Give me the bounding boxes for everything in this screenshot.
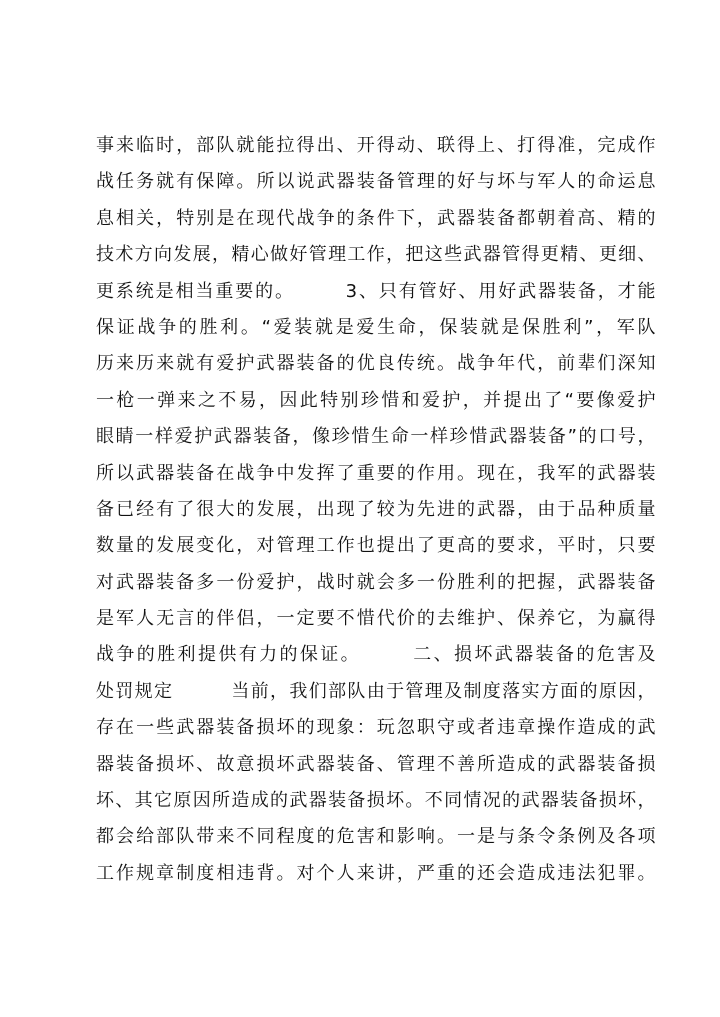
text-line: 更系统是相当重要的。 3、只有管好、用好武器装备，才能 — [96, 280, 656, 302]
text-line: 处罚规定 当前，我们部队由于管理及制度落实方面的原因， — [96, 680, 656, 702]
body-text — [96, 128, 656, 892]
text-line: 技术方向发展，精心做好管理工作，把这些武器管得更精、更细、 — [96, 244, 656, 266]
text-line: 息相关，特别是在现代战争的条件下，武器装备都朝着高、精的 — [96, 207, 656, 229]
text-line: 战争的胜利提供有力的保证。 二、损坏武器装备的危害及 — [96, 644, 656, 666]
text-line: 器装备损坏、故意损坏武器装备、管理不善所造成的武器装备损 — [96, 753, 656, 775]
text-line: 数量的发展变化，对管理工作也提出了更高的要求，平时，只要 — [96, 535, 656, 557]
text-line: 保证战争的胜利。“爱装就是爱生命，保装就是保胜利”，军队 — [96, 316, 656, 338]
text-line: 坏、其它原因所造成的武器装备损坏。不同情况的武器装备损坏， — [96, 790, 656, 812]
text-line: 一枪一弹来之不易，因此特别珍惜和爱护，并提出了“要像爱护 — [96, 389, 656, 411]
text-line: 都会给部队带来不同程度的危害和影响。一是与条令条例及各项 — [96, 826, 656, 848]
text-line: 眼睛一样爱护武器装备，像珍惜生命一样珍惜武器装备”的口号， — [96, 426, 656, 448]
text-line: 事来临时，部队就能拉得出、开得动、联得上、打得准，完成作 — [96, 135, 656, 156]
text-line: 是军人无言的伴侣，一定要不惜代价的去维护、保养它，为赢得 — [96, 608, 656, 630]
text-line: 备已经有了很大的发展，出现了较为先进的武器，由于品种质量 — [96, 498, 656, 520]
text-line: 所以武器装备在战争中发挥了重要的作用。现在，我军的武器装 — [96, 462, 656, 484]
text-line: 对武器装备多一份爱护，战时就会多一份胜利的把握，武器装备 — [96, 571, 656, 593]
text-line: 历来历来就有爱护武器装备的优良传统。战争年代，前辈们深知 — [96, 353, 656, 375]
text-line: 存在一些武器装备损坏的现象：玩忽职守或者违章操作造成的武 — [96, 717, 656, 739]
text-line: 工作规章制度相违背。对个人来讲，严重的还会造成违法犯罪。 — [96, 862, 656, 884]
text-line: 战任务就有保障。所以说武器装备管理的好与坏与军人的命运息 — [96, 171, 656, 193]
